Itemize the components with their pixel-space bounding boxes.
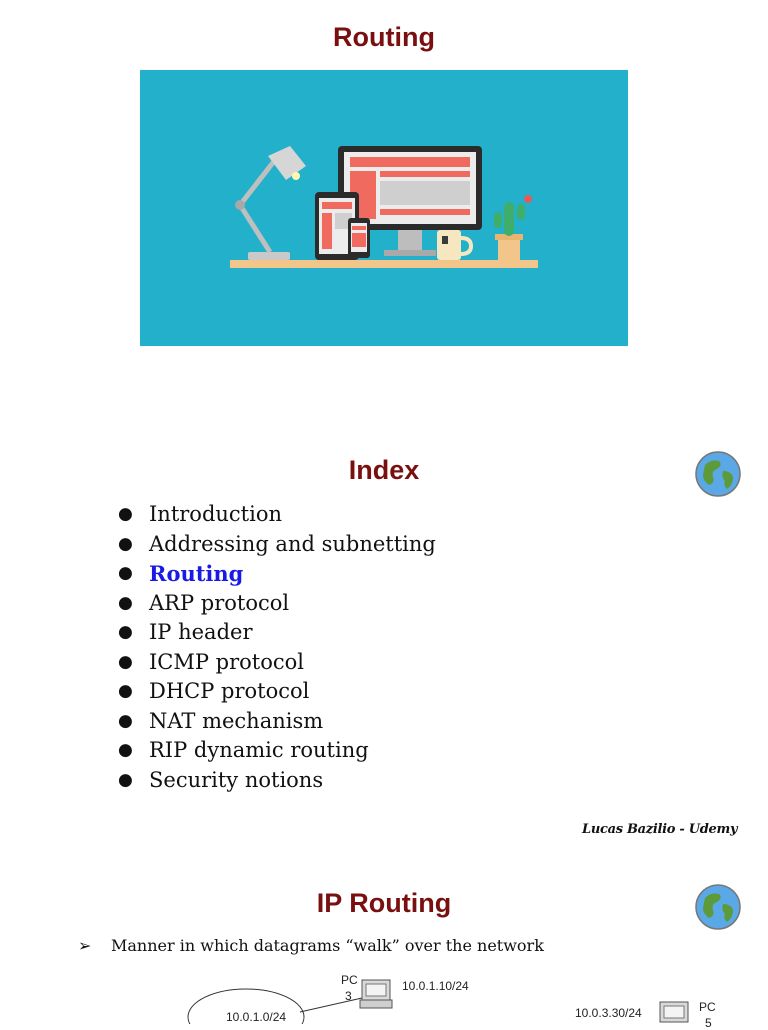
globe-icon xyxy=(695,451,741,497)
index-item-label: Introduction xyxy=(149,502,282,526)
index-item-label: IP header xyxy=(149,620,253,644)
routing-slide-title: Routing xyxy=(333,22,435,52)
pc3-label: PC xyxy=(341,973,358,987)
index-item-label: Addressing and subnetting xyxy=(149,531,436,556)
index-list xyxy=(113,500,436,795)
index-item-label[interactable]: Routing xyxy=(149,561,244,586)
pc3-computer-icon xyxy=(360,980,392,1008)
phone-icon xyxy=(348,218,370,258)
pc5-label: PC xyxy=(699,1000,716,1014)
ip-routing-bullet-text: Manner in which datagrams “walk” over the network xyxy=(111,936,544,955)
pc3-ip: 10.0.1.10/24 xyxy=(402,979,469,993)
index-item: ● IP header xyxy=(118,620,253,644)
index-slide-title: Index xyxy=(348,455,420,485)
index-item-label: ARP protocol xyxy=(149,590,290,615)
index-item: ● ICMP protocol xyxy=(118,649,304,674)
pc5-computer-icon xyxy=(660,1002,688,1022)
desk-illustration xyxy=(140,70,628,346)
index-item: ● ARP protocol xyxy=(118,590,290,615)
ip-routing-bullet xyxy=(78,936,544,955)
pc5-ip: 10.0.3.30/24 xyxy=(575,1006,642,1020)
index-item-label: NAT mechanism xyxy=(149,708,324,733)
index-item-label: ICMP protocol xyxy=(149,649,304,674)
index-item: ● Addressing and subnetting xyxy=(118,531,436,556)
ip-routing-slide-title: IP Routing xyxy=(316,888,452,918)
mug-icon xyxy=(437,230,471,260)
index-item: ● RIP dynamic routing xyxy=(118,738,369,762)
index-item-label: Security notions xyxy=(149,767,324,792)
pc5-number: 5 xyxy=(705,1016,712,1030)
globe-icon xyxy=(695,884,741,930)
index-item: ● DHCP protocol xyxy=(118,679,310,703)
index-item: ● NAT mechanism xyxy=(118,708,324,733)
network-1-label: 10.0.1.0/24 xyxy=(226,1010,287,1024)
index-item-label: RIP dynamic routing xyxy=(149,738,369,762)
arrow-bullet-icon: ➢ xyxy=(78,936,92,955)
cactus-icon xyxy=(494,195,532,260)
pc3-number: 3 xyxy=(345,989,352,1003)
index-item-label: DHCP protocol xyxy=(149,679,310,703)
lamp-icon xyxy=(235,146,306,260)
author-credit: Lucas Bazilio - Udemy xyxy=(582,822,738,837)
index-item: ● Introduction xyxy=(118,502,282,526)
index-item-active[interactable]: ● Routing xyxy=(118,561,244,586)
index-item: ● Security notions xyxy=(118,767,324,792)
network-diagram xyxy=(0,960,768,1024)
